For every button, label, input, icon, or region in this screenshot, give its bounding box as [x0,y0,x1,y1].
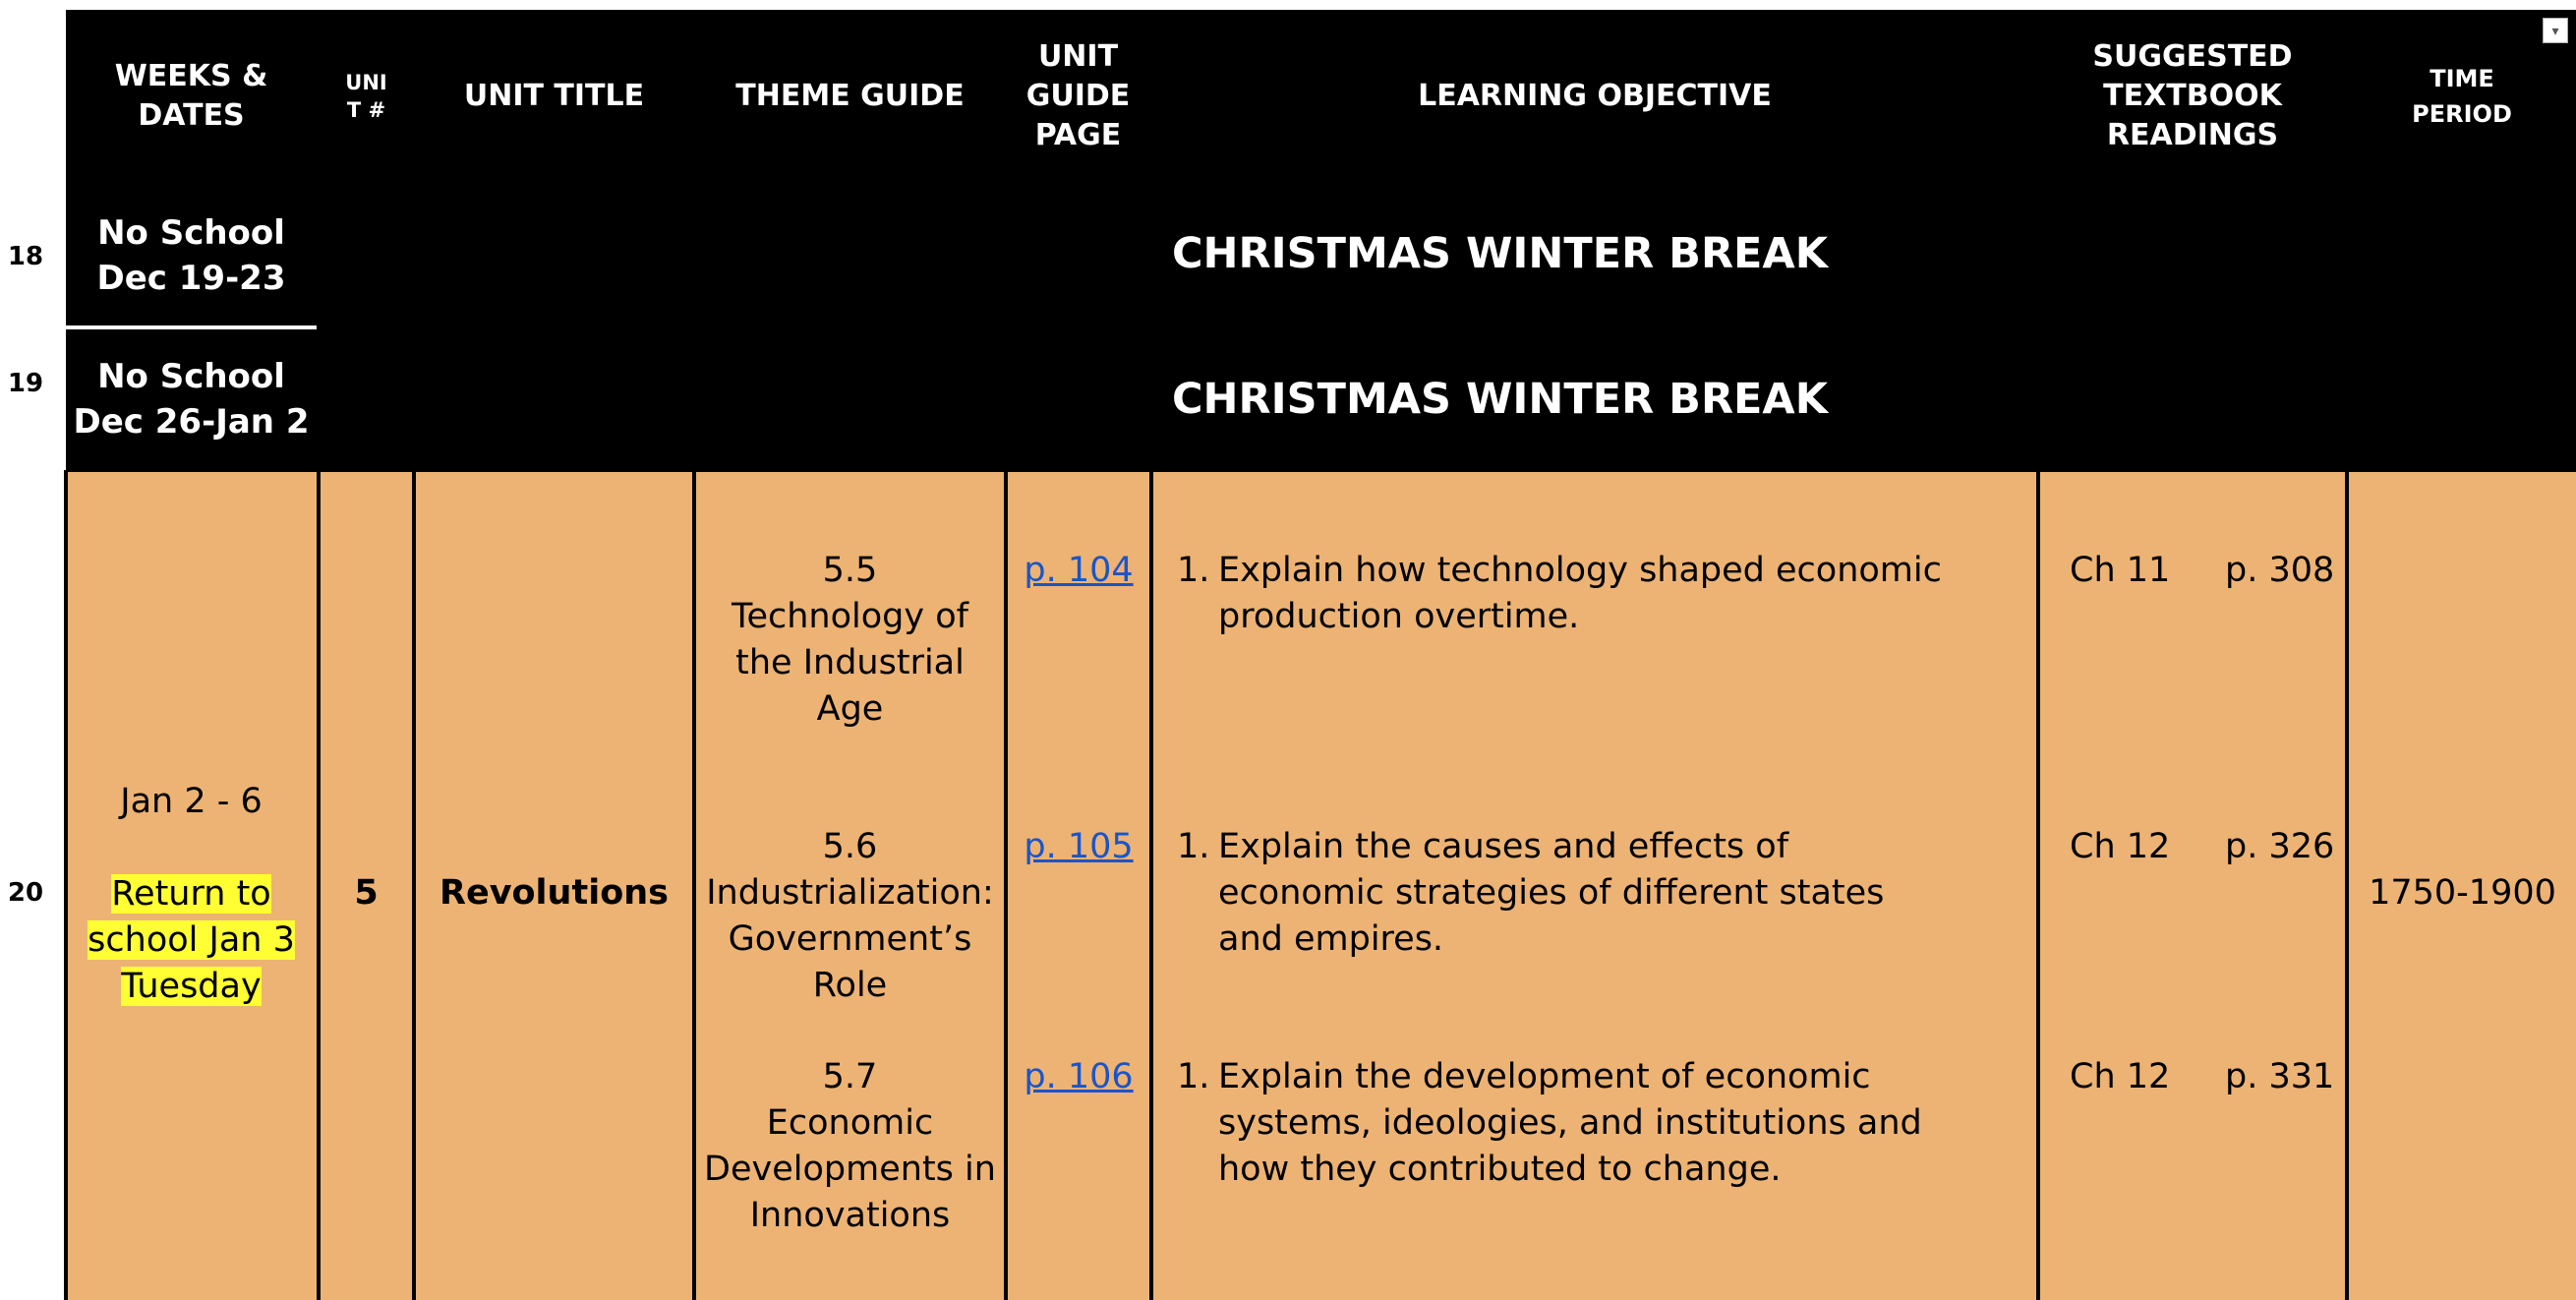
grid-line [1004,470,1008,1300]
header-unit-guide-page[interactable]: UNIT GUIDE PAGE [1025,38,1131,152]
learning-objective-5-5[interactable] [1177,548,2013,640]
theme-topic-5-6[interactable]: 5.6 Industrialization: Government’s Role [706,827,994,1005]
reading-page-5-7[interactable]: p. 331 [2225,1057,2335,1096]
unit-guide-link-p106[interactable]: p. 106 [1024,1057,1134,1096]
dropdown-arrow-icon[interactable]: ▾ [2543,18,2568,43]
row20-return-note-line1: Return to [111,874,271,914]
unit-guide-link-p105[interactable]: p. 105 [1024,827,1134,866]
row20-return-note-line3: Tuesday [121,967,262,1006]
objective-number: 1. [1177,1057,1210,1096]
learning-objective-5-7[interactable] [1177,1054,2013,1193]
header-unit-title[interactable]: UNIT TITLE [463,78,645,113]
header-weeks-dates[interactable]: WEEKS & DATES [114,58,268,133]
theme-topic-5-5[interactable]: 5.5 Technology of the Industrial Age [732,551,968,729]
row20-return-note-line2: school Jan 3 [88,920,295,960]
reading-chapter-5-5[interactable]: Ch 11 [2070,551,2171,590]
row-divider [66,325,317,329]
row18-break-title[interactable]: CHRISTMAS WINTER BREAK [1172,229,1829,278]
row20-unit-title[interactable]: Revolutions [439,873,669,913]
objective-text: Explain how technology shaped economic production overtime. [1218,551,1942,636]
row19-break-title[interactable]: CHRISTMAS WINTER BREAK [1172,375,1829,424]
row20-date-range: Jan 2 - 6 [120,782,263,821]
header-theme-guide[interactable]: THEME GUIDE [735,78,965,113]
row-number-19[interactable]: 19 [7,369,44,398]
objective-text: Explain the causes and effects of economic strategies of different states and empires. [1218,827,1885,959]
objective-number: 1. [1177,827,1210,866]
grid-line [1149,470,1153,1300]
header-time-period[interactable]: TIME PERIOD [2412,64,2512,128]
objective-text: Explain the development of economic systems, ideologies, and institutions and how they contributed to change. [1218,1057,1922,1189]
row19-dates[interactable]: No School Dec 26-Jan 2 [73,357,310,442]
unit-guide-link-p104[interactable]: p. 104 [1024,551,1134,590]
reading-page-5-5[interactable]: p. 308 [2225,551,2335,590]
row20-time-period[interactable]: 1750-1900 [2369,873,2556,913]
learning-objective-5-6[interactable] [1177,824,2013,963]
row-number-20[interactable]: 20 [7,878,44,908]
row20-unit-number[interactable]: 5 [354,873,379,913]
grid-line [2036,470,2040,1300]
objective-number: 1. [1177,551,1210,590]
header-learning-objective[interactable]: LEARNING OBJECTIVE [1418,78,1772,113]
theme-topic-5-7[interactable]: 5.7 Economic Developments in Innovations [704,1057,996,1235]
header-unit-number[interactable]: UNI T # [345,70,387,122]
row20-dates-cell[interactable] [66,779,317,1010]
row-number-18[interactable]: 18 [7,242,44,271]
reading-chapter-5-6[interactable]: Ch 12 [2070,827,2171,866]
row18-dates[interactable]: No School Dec 19-23 [96,213,286,298]
header-textbook-readings[interactable]: SUGGESTED TEXTBOOK READINGS [2092,38,2293,152]
reading-page-5-6[interactable]: p. 326 [2225,827,2335,866]
reading-chapter-5-7[interactable]: Ch 12 [2070,1057,2171,1096]
